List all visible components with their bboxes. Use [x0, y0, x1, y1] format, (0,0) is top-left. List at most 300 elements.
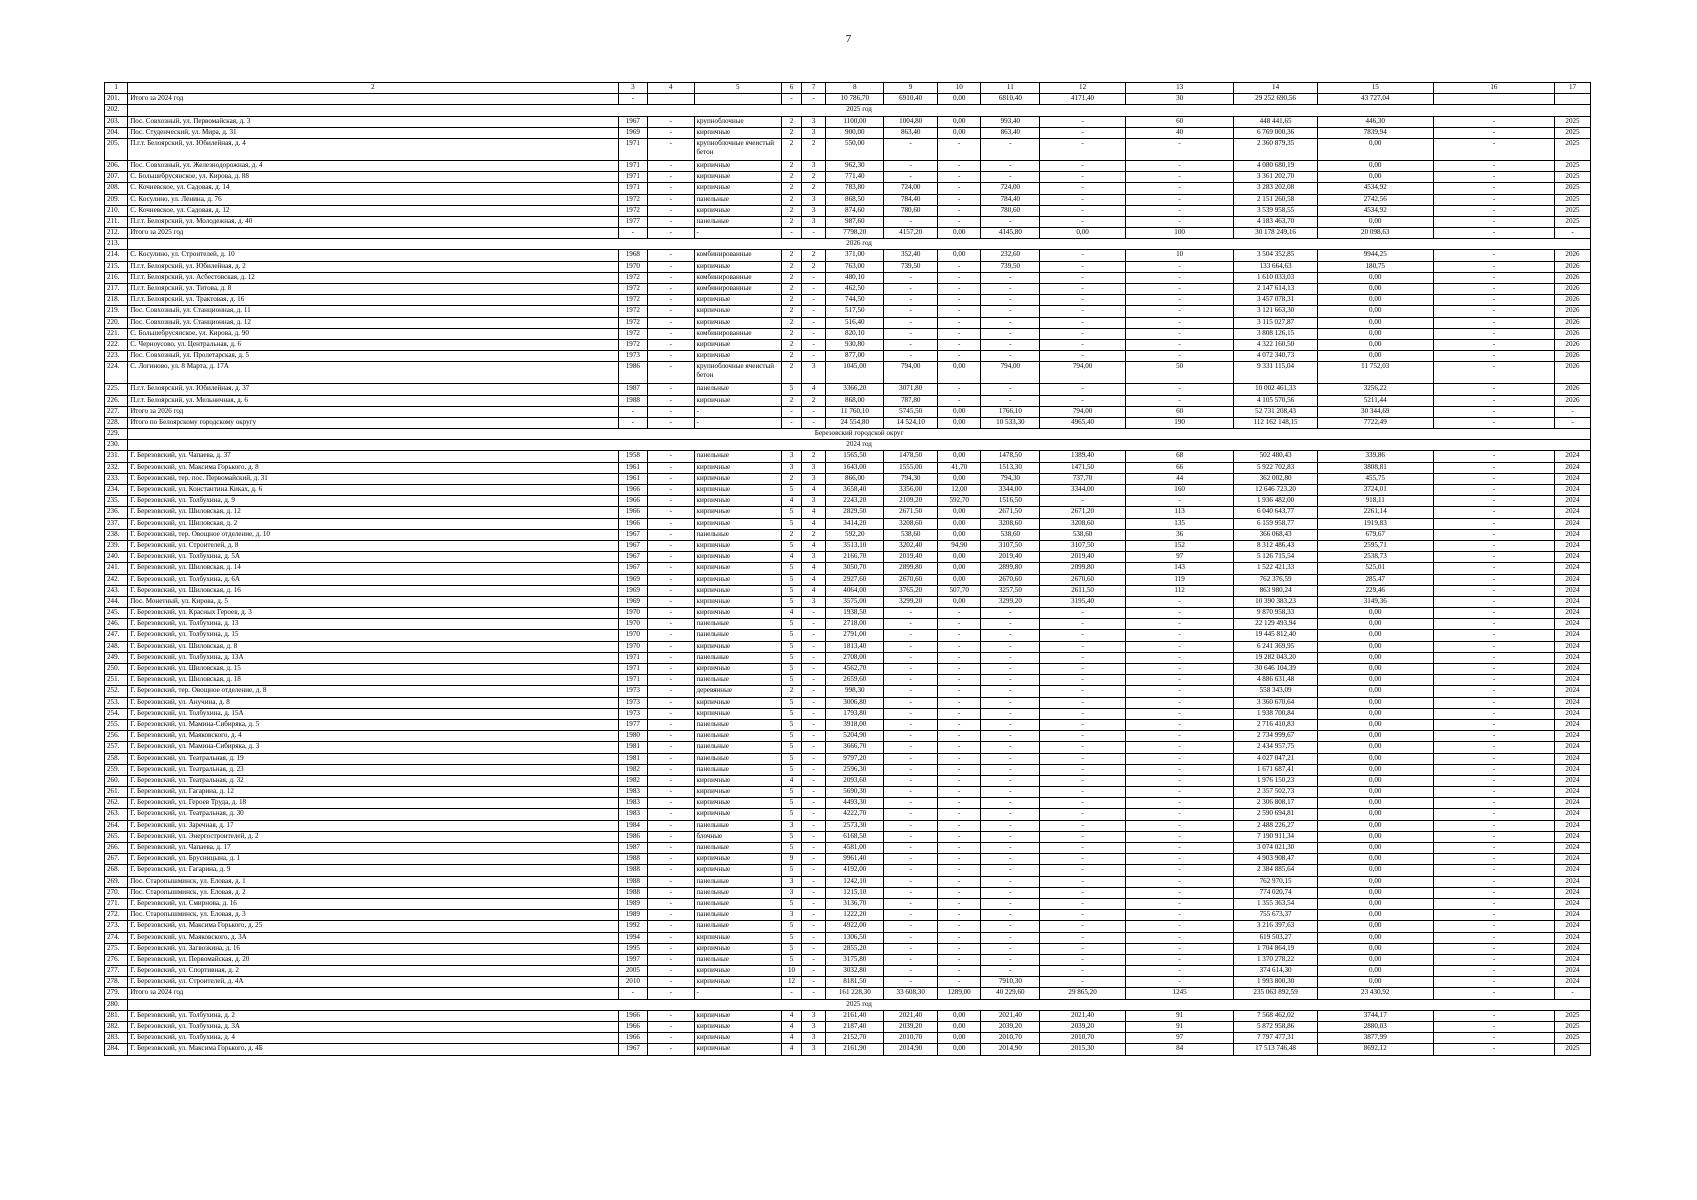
data-cell: 1938,50 — [826, 608, 884, 619]
data-cell: - — [981, 820, 1040, 831]
data-cell: - — [1125, 753, 1234, 764]
data-cell: 4534,92 — [1317, 183, 1433, 194]
data-cell: - — [981, 216, 1040, 227]
data-cell: - — [1040, 384, 1125, 395]
row-number: 242. — [105, 574, 128, 585]
data-cell: - — [884, 216, 938, 227]
data-cell: - — [1125, 865, 1234, 876]
data-cell: - — [1433, 406, 1554, 417]
data-cell: - — [884, 641, 938, 652]
data-cell: - — [802, 876, 826, 887]
data-cell: 2024 — [1555, 887, 1591, 898]
data-cell: - — [648, 518, 694, 529]
data-cell: 2 — [782, 216, 802, 227]
table-row — [105, 999, 1591, 1010]
table-row — [105, 127, 1591, 138]
row-number: 243. — [105, 585, 128, 596]
data-cell: 6 040 643,77 — [1234, 507, 1317, 518]
table-row — [105, 898, 1591, 909]
data-cell: - — [884, 753, 938, 764]
data-cell: деревянные — [694, 686, 782, 697]
data-cell: - — [884, 619, 938, 630]
data-cell: - — [648, 261, 694, 272]
section-heading: 2025 год — [128, 999, 1591, 1010]
data-cell: - — [648, 921, 694, 932]
data-cell: блочные — [694, 831, 782, 842]
data-cell: - — [1433, 798, 1554, 809]
data-cell: 0,00 — [1317, 731, 1433, 742]
data-cell: 592,20 — [826, 529, 884, 540]
data-cell: 29 865,20 — [1040, 988, 1125, 999]
data-cell: 2 — [782, 205, 802, 216]
data-cell: 29 252 690,56 — [1234, 94, 1317, 105]
table-row — [105, 563, 1591, 574]
table-row — [105, 954, 1591, 965]
data-cell: - — [1125, 887, 1234, 898]
address-cell: Г. Березовский, ул. Театральная, д. 32 — [128, 775, 618, 786]
data-cell: - — [884, 686, 938, 697]
data-cell: - — [1433, 540, 1554, 551]
data-cell: 9961,40 — [826, 854, 884, 865]
data-cell: 4 072 340,73 — [1234, 351, 1317, 362]
table-row — [105, 966, 1591, 977]
data-cell: 1971 — [618, 172, 648, 183]
address-cell: Г. Березовский, ул. Шиловская, д. 8 — [128, 641, 618, 652]
data-cell: 5 — [782, 943, 802, 954]
column-number: 3 — [618, 83, 648, 94]
row-number: 274. — [105, 932, 128, 943]
address-cell: Пос. Совхозный, ул. Станционная, д. 12 — [128, 317, 618, 328]
address-cell: Г. Березовский, ул. Первомайская, д. 20 — [128, 954, 618, 965]
address-cell: Г. Березовский, ул. Толбухина, д. 2 — [128, 1010, 618, 1021]
data-cell: - — [1125, 216, 1234, 227]
data-cell: 0,00 — [1317, 809, 1433, 820]
data-cell: 3 — [802, 596, 826, 607]
table-row — [105, 384, 1591, 395]
table-row — [105, 764, 1591, 775]
data-cell: 774 020,74 — [1234, 887, 1317, 898]
table-row — [105, 675, 1591, 686]
data-cell: - — [1125, 295, 1234, 306]
data-cell: - — [981, 876, 1040, 887]
address-cell: П.г.т. Белоярский, ул. Мельничная, д. 6 — [128, 395, 618, 406]
data-cell: панельные — [694, 921, 782, 932]
table-row — [105, 887, 1591, 898]
row-number: 235. — [105, 496, 128, 507]
table-row — [105, 395, 1591, 406]
address-cell: С. Черноусово, ул. Центральная, д. 6 — [128, 339, 618, 350]
data-cell: 794,30 — [884, 473, 938, 484]
address-cell: Пос. Старопышминск, ул. Еловая, д. 1 — [128, 876, 618, 887]
address-cell: Итого за 2024 год — [128, 94, 618, 105]
data-cell: кирпичные — [694, 485, 782, 496]
data-cell: 762 970,15 — [1234, 876, 1317, 887]
data-cell: - — [884, 787, 938, 798]
address-cell: Г. Березовский, ул. Загвозкина, д. 16 — [128, 943, 618, 954]
data-cell: 0,00 — [938, 127, 981, 138]
data-cell: 2024 — [1555, 552, 1591, 563]
data-cell: 0,00 — [938, 406, 981, 417]
data-cell: кирпичные — [694, 798, 782, 809]
address-cell: Г. Березовский, ул. Шиловская, д. 15 — [128, 664, 618, 675]
data-cell: 619 503,27 — [1234, 932, 1317, 943]
data-cell: - — [1125, 697, 1234, 708]
data-cell: - — [1125, 172, 1234, 183]
data-cell: - — [648, 898, 694, 909]
data-cell: 868,50 — [826, 194, 884, 205]
table-row — [105, 843, 1591, 854]
data-cell: - — [648, 205, 694, 216]
data-cell: 2019,40 — [884, 552, 938, 563]
data-cell: - — [938, 630, 981, 641]
data-cell: 2 — [782, 160, 802, 171]
data-cell: 2024 — [1555, 977, 1591, 988]
data-cell: - — [648, 843, 694, 854]
data-cell: - — [1125, 854, 1234, 865]
table-row — [105, 507, 1591, 518]
data-cell: - — [938, 966, 981, 977]
row-number: 218. — [105, 295, 128, 306]
table-row — [105, 719, 1591, 730]
data-cell: - — [1433, 183, 1554, 194]
row-number: 237. — [105, 518, 128, 529]
data-cell: - — [1125, 921, 1234, 932]
data-cell: - — [1125, 608, 1234, 619]
address-cell: Г. Березовский, ул. Шиловская, д. 16 — [128, 585, 618, 596]
data-cell: 1966 — [618, 518, 648, 529]
data-cell: 2026 — [1555, 317, 1591, 328]
data-cell: - — [1125, 306, 1234, 317]
data-cell: - — [802, 988, 826, 999]
data-cell: 5 — [782, 384, 802, 395]
data-cell: - — [1125, 317, 1234, 328]
data-cell: - — [618, 406, 648, 417]
data-cell: - — [648, 664, 694, 675]
data-cell: 2010,70 — [1040, 1033, 1125, 1044]
data-cell: панельные — [694, 820, 782, 831]
data-cell: 1973 — [618, 686, 648, 697]
address-cell: Пос. Совхозный, ул. Станционная, д. 11 — [128, 306, 618, 317]
data-cell: 9 — [782, 854, 802, 865]
data-cell: 5 — [782, 898, 802, 909]
data-cell: 1306,50 — [826, 932, 884, 943]
data-cell: 794,30 — [981, 473, 1040, 484]
data-cell: 900,00 — [826, 127, 884, 138]
data-cell: - — [1040, 843, 1125, 854]
data-cell: 91 — [1125, 1022, 1234, 1033]
data-cell: кирпичные — [694, 172, 782, 183]
data-cell: 3136,70 — [826, 898, 884, 909]
data-cell: - — [938, 317, 981, 328]
data-cell: 2 306 808,17 — [1234, 798, 1317, 809]
data-cell: 7 190 911,34 — [1234, 831, 1317, 842]
data-cell: 2 — [782, 295, 802, 306]
address-cell: Г. Березовский, ул. Заречная, д. 17 — [128, 820, 618, 831]
data-cell: 507,70 — [938, 585, 981, 596]
data-cell: 3107,50 — [981, 540, 1040, 551]
data-cell: - — [938, 306, 981, 317]
data-cell: - — [1040, 708, 1125, 719]
data-cell: 762 376,59 — [1234, 574, 1317, 585]
data-cell: 2596,30 — [826, 764, 884, 775]
data-cell: 2671,50 — [981, 507, 1040, 518]
data-cell: 1982 — [618, 775, 648, 786]
data-cell: - — [1433, 395, 1554, 406]
data-cell: - — [1125, 205, 1234, 216]
data-cell: 1988 — [618, 395, 648, 406]
data-cell: кирпичные — [694, 261, 782, 272]
data-cell: - — [884, 898, 938, 909]
data-cell: 448 441,65 — [1234, 116, 1317, 127]
data-cell: - — [1125, 496, 1234, 507]
data-cell: 3 — [802, 1044, 826, 1055]
data-cell: 446,30 — [1317, 116, 1433, 127]
row-number: 207. — [105, 172, 128, 183]
data-cell: 5 — [782, 753, 802, 764]
data-cell: 2880,03 — [1317, 1022, 1433, 1033]
address-cell: Г. Березовский, ул. Героев Труда, д. 18 — [128, 798, 618, 809]
data-cell: 2010 — [618, 977, 648, 988]
data-cell: - — [981, 138, 1040, 160]
data-cell: - — [802, 630, 826, 641]
data-cell: 4 — [782, 552, 802, 563]
data-cell: 0,00 — [938, 1033, 981, 1044]
data-cell: 1967 — [618, 1044, 648, 1055]
row-number: 277. — [105, 966, 128, 977]
data-cell: - — [884, 339, 938, 350]
data-cell: 724,00 — [884, 183, 938, 194]
data-cell: 2024 — [1555, 686, 1591, 697]
data-cell: - — [648, 652, 694, 663]
address-cell: Г. Березовский, ул. Шиловская, д. 2 — [128, 518, 618, 529]
data-cell: 2670,60 — [1040, 574, 1125, 585]
data-cell: 455,75 — [1317, 473, 1433, 484]
data-cell: 1766,10 — [981, 406, 1040, 417]
table-row — [105, 362, 1591, 384]
data-cell: - — [938, 384, 981, 395]
data-cell: - — [648, 731, 694, 742]
data-cell: 1 671 687,41 — [1234, 764, 1317, 775]
table-row — [105, 1033, 1591, 1044]
data-cell: 2742,56 — [1317, 194, 1433, 205]
data-cell: 0,00 — [1317, 608, 1433, 619]
row-number: 280. — [105, 999, 128, 1010]
data-cell: 1971 — [618, 160, 648, 171]
data-cell: 2 — [802, 250, 826, 261]
data-cell: 1242,10 — [826, 876, 884, 887]
data-cell: 229,46 — [1317, 585, 1433, 596]
data-cell: - — [938, 395, 981, 406]
data-cell: 2025 — [1555, 216, 1591, 227]
data-cell: 0,00 — [938, 473, 981, 484]
data-cell: 3 — [802, 116, 826, 127]
data-cell: 462,50 — [826, 284, 884, 295]
data-cell: - — [1040, 641, 1125, 652]
data-cell: 739,50 — [884, 261, 938, 272]
data-cell: - — [648, 798, 694, 809]
data-cell: 1970 — [618, 261, 648, 272]
data-cell: - — [1433, 194, 1554, 205]
data-cell: - — [1125, 977, 1234, 988]
data-cell: - — [1040, 205, 1125, 216]
data-cell: - — [648, 462, 694, 473]
row-number: 263. — [105, 809, 128, 820]
data-cell: 794,00 — [884, 362, 938, 384]
data-cell: крупноблочные ячеистый бетон — [694, 138, 782, 160]
data-cell: 14 524,10 — [884, 417, 938, 428]
data-cell: 6168,50 — [826, 831, 884, 842]
address-cell: Г. Березовский, тер. Овощное отделение, д. 8 — [128, 686, 618, 697]
data-cell: - — [618, 94, 648, 105]
data-cell: 3 — [802, 362, 826, 384]
data-cell: - — [802, 94, 826, 105]
data-cell: - — [1040, 138, 1125, 160]
data-cell: 0,00 — [1317, 764, 1433, 775]
data-cell: 3414,20 — [826, 518, 884, 529]
data-cell: 5 — [782, 731, 802, 742]
data-cell: 1970 — [618, 641, 648, 652]
data-cell: - — [802, 731, 826, 742]
data-cell: - — [1433, 630, 1554, 641]
data-cell: - — [1433, 742, 1554, 753]
data-cell: 771,40 — [826, 172, 884, 183]
data-cell: 1981 — [618, 742, 648, 753]
data-cell: 0,00 — [938, 451, 981, 462]
data-cell: 1970 — [618, 619, 648, 630]
data-cell: 2026 — [1555, 339, 1591, 350]
data-cell: - — [648, 172, 694, 183]
data-cell: 2 — [782, 116, 802, 127]
table-row — [105, 552, 1591, 563]
data-cell: 2024 — [1555, 585, 1591, 596]
data-cell: 2024 — [1555, 932, 1591, 943]
data-cell: 10 390 383,23 — [1234, 596, 1317, 607]
row-number: 244. — [105, 596, 128, 607]
data-cell: 113 — [1125, 507, 1234, 518]
data-cell: 1986 — [618, 362, 648, 384]
row-number: 232. — [105, 462, 128, 473]
data-cell: 2010,70 — [884, 1033, 938, 1044]
data-cell: 3208,60 — [1040, 518, 1125, 529]
data-cell: 0,00 — [1317, 686, 1433, 697]
data-cell: 3 539 958,55 — [1234, 205, 1317, 216]
data-cell: кирпичные — [694, 462, 782, 473]
data-cell: 2024 — [1555, 540, 1591, 551]
address-cell: Итого за 2026 год — [128, 406, 618, 417]
data-cell: 1969 — [618, 127, 648, 138]
data-cell: - — [1433, 261, 1554, 272]
data-cell: 4 — [802, 574, 826, 585]
data-cell: - — [1125, 910, 1234, 921]
data-cell: 143 — [1125, 563, 1234, 574]
data-cell: 1 355 363,54 — [1234, 898, 1317, 909]
data-cell — [694, 94, 782, 105]
page-number: 7 — [845, 33, 852, 45]
address-cell: Г. Березовский, ул. Шиловская, д. 18 — [128, 675, 618, 686]
address-cell: Г. Березовский, ул. Маяковского, д. 3А — [128, 932, 618, 943]
data-cell: 1983 — [618, 787, 648, 798]
data-cell: 0,00 — [1317, 932, 1433, 943]
data-cell: 1988 — [618, 865, 648, 876]
data-cell: - — [938, 675, 981, 686]
data-cell: 339,86 — [1317, 451, 1433, 462]
data-cell: - — [1125, 876, 1234, 887]
data-cell: 12 — [782, 977, 802, 988]
data-cell: 3356,00 — [884, 485, 938, 496]
data-cell: - — [1433, 943, 1554, 954]
data-cell: 2670,60 — [981, 574, 1040, 585]
data-cell: 0,00 — [1317, 831, 1433, 842]
data-cell: 5 126 715,54 — [1234, 552, 1317, 563]
data-cell: 2 — [782, 362, 802, 384]
data-cell: - — [648, 943, 694, 954]
data-cell: кирпичные — [694, 608, 782, 619]
data-cell: - — [802, 619, 826, 630]
data-cell: 0,00 — [1317, 966, 1433, 977]
data-cell: 517,50 — [826, 306, 884, 317]
data-cell: 3 — [782, 876, 802, 887]
data-cell: 784,40 — [884, 194, 938, 205]
data-cell: - — [981, 708, 1040, 719]
table-row — [105, 664, 1591, 675]
data-cell: 4192,00 — [826, 865, 884, 876]
data-cell: комбинированные — [694, 272, 782, 283]
data-cell: - — [648, 473, 694, 484]
data-cell: - — [981, 775, 1040, 786]
data-cell: 1972 — [618, 306, 648, 317]
table-row — [105, 540, 1591, 551]
table-row — [105, 473, 1591, 484]
data-cell: 2 360 879,35 — [1234, 138, 1317, 160]
data-cell: 160 — [1125, 485, 1234, 496]
data-cell: 0,00 — [1317, 664, 1433, 675]
data-cell: - — [648, 552, 694, 563]
data-cell: - — [1433, 820, 1554, 831]
address-cell: Г. Березовский, ул. Маяковского, д. 4 — [128, 731, 618, 742]
data-cell: 1966 — [618, 507, 648, 518]
data-cell: 2025 — [1555, 205, 1591, 216]
data-cell: 3208,60 — [981, 518, 1040, 529]
data-cell: - — [648, 831, 694, 842]
data-cell: - — [648, 1044, 694, 1055]
data-cell: - — [1040, 854, 1125, 865]
data-cell: 2024 — [1555, 954, 1591, 965]
data-cell: 0,00 — [1317, 865, 1433, 876]
data-cell: - — [981, 652, 1040, 663]
table-row — [105, 787, 1591, 798]
data-cell: 4 — [802, 518, 826, 529]
data-cell: панельные — [694, 451, 782, 462]
data-cell: - — [1433, 921, 1554, 932]
data-cell: - — [938, 943, 981, 954]
data-cell: 4581,00 — [826, 843, 884, 854]
data-cell: - — [1040, 250, 1125, 261]
data-cell: 152 — [1125, 540, 1234, 551]
data-cell: 1973 — [618, 697, 648, 708]
data-cell: 3877,99 — [1317, 1033, 1433, 1044]
data-cell: - — [648, 540, 694, 551]
data-cell: - — [1040, 686, 1125, 697]
table-row — [105, 295, 1591, 306]
data-cell: 1987 — [618, 843, 648, 854]
data-cell: 285,47 — [1317, 574, 1433, 585]
data-cell: - — [1040, 820, 1125, 831]
data-cell: кирпичные — [694, 507, 782, 518]
data-cell: - — [1040, 630, 1125, 641]
data-cell: - — [1433, 831, 1554, 842]
address-cell: П.г.т. Белоярский, ул. Асбестовская, д. 12 — [128, 272, 618, 283]
data-cell: 2899,80 — [981, 563, 1040, 574]
